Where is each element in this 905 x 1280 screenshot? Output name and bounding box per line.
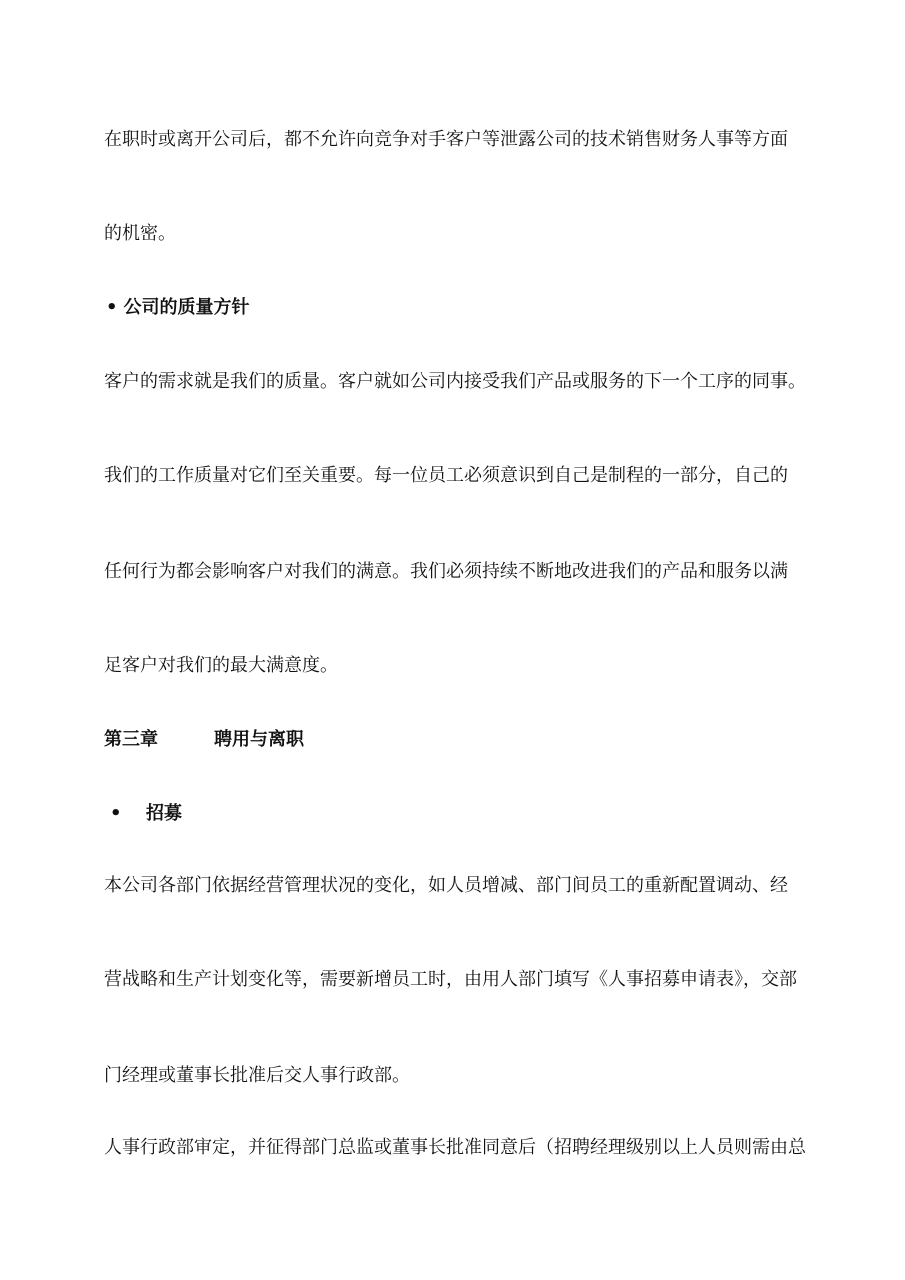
body-text-line: 的机密。 xyxy=(104,223,176,244)
bullet-icon: • xyxy=(110,803,122,824)
section-title: 招募 xyxy=(146,803,182,824)
body-text-line: 任何行为都会影响客户对我们的满意。我们必须持续不断地改进我们的产品和服务以满 xyxy=(104,561,788,582)
body-text-line: 客户的需求就是我们的质量。客户就如公司内接受我们产品或服务的下一个工序的同事。 xyxy=(104,371,806,392)
body-text-line: 在职时或离开公司后，都不允许向竞争对手客户等泄露公司的技术销售财务人事等方面 xyxy=(104,129,788,150)
chapter-title: 聘用与离职 xyxy=(214,729,304,750)
body-text-line: 本公司各部门依据经营管理状况的变化，如人员增减、部门间员工的重新配置调动、经 xyxy=(104,875,788,896)
section-title: 公司的质量方针 xyxy=(123,297,250,318)
chapter-number: 第三章 xyxy=(104,729,158,750)
body-text-line: 门经理或董事长批准后交人事行政部。 xyxy=(104,1065,410,1086)
body-text-line: 足客户对我们的最大满意度。 xyxy=(104,655,338,676)
section-heading-recruitment xyxy=(104,802,814,826)
bullet-icon: • xyxy=(106,297,118,318)
chapter-heading xyxy=(104,728,814,752)
section-heading-quality-policy xyxy=(106,296,816,320)
body-text-line: 人事行政部审定，并征得部门总监或董事长批准同意后（招聘经理级别以上人员则需由总 xyxy=(104,1137,806,1158)
body-text-line: 我们的工作质量对它们至关重要。每一位员工必须意识到自己是制程的一部分，自己的 xyxy=(104,465,788,486)
body-text-line: 营战略和生产计划变化等，需要新增员工时，由用人部门填写《人事招募申请表》，交部 xyxy=(104,969,797,990)
